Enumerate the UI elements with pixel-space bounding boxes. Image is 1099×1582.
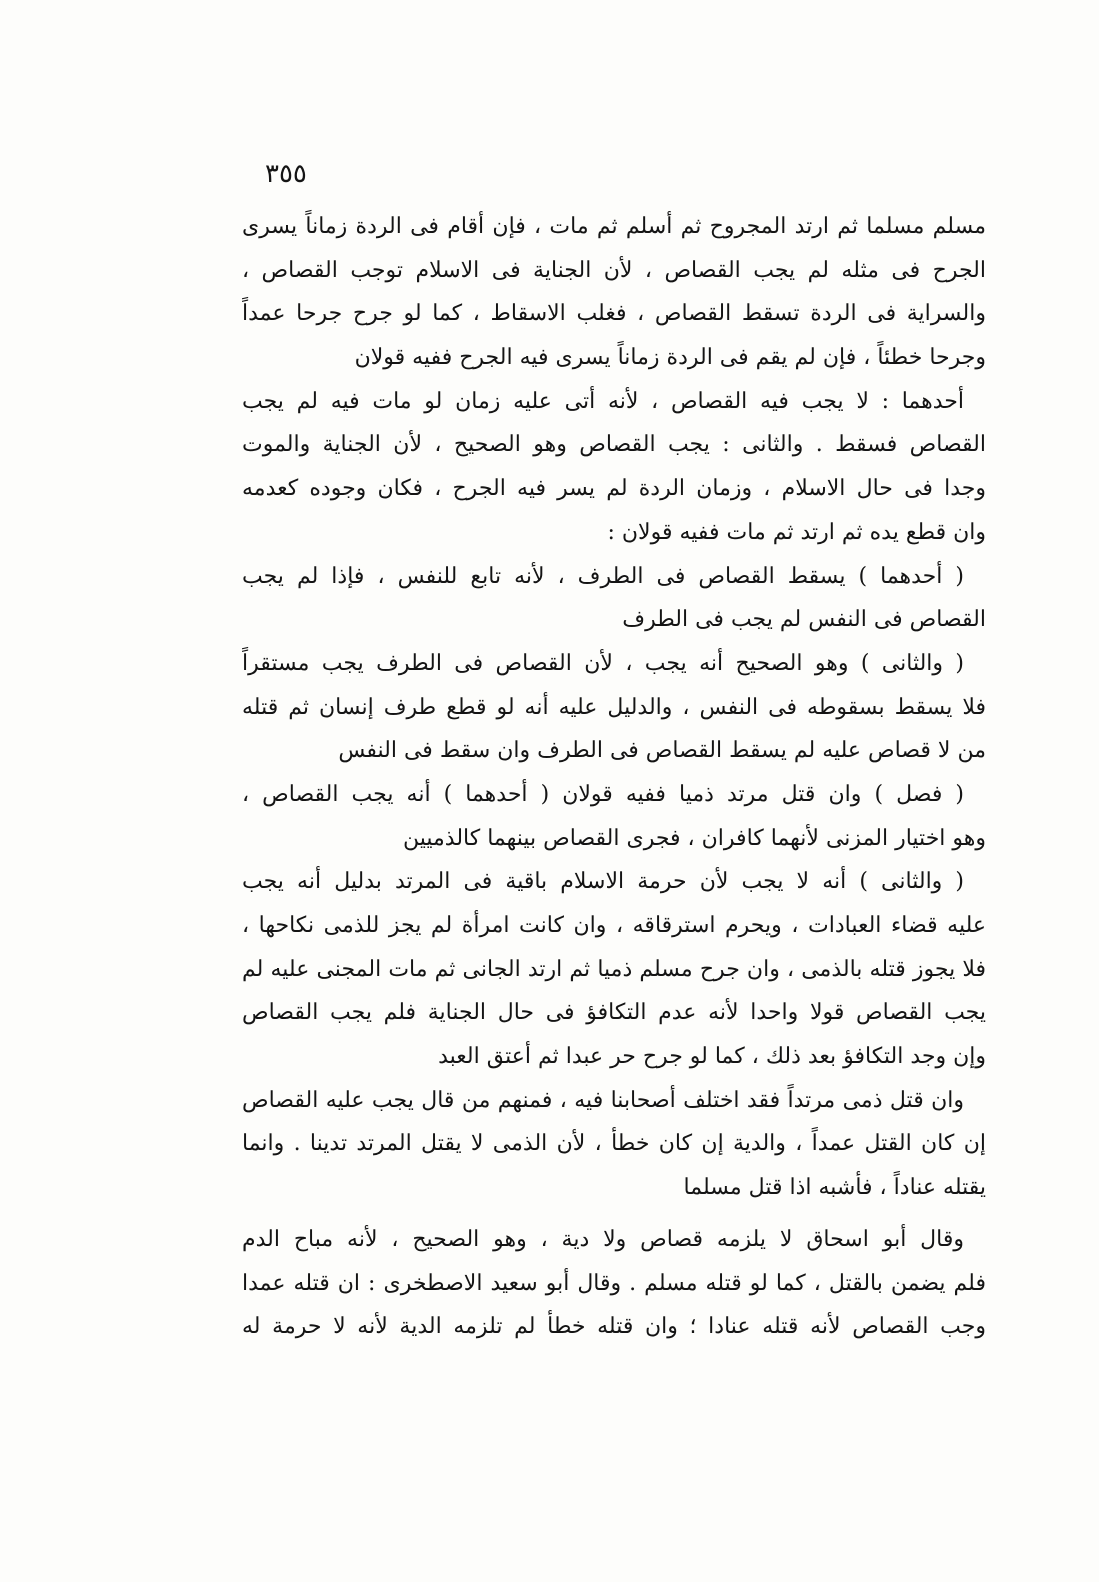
text-line: وإن وجد التكافؤ بعد ذلك ، كما لو جرح حر عبدا ثم أعتق العبد [438,1044,986,1070]
text-line: ( فصل ) وان قتل مرتد ذميا ففيه قولان ( أحدهما ) أنه يجب القصاص ، [242,781,964,807]
text-line: يقتله عناداً ، فأشبه اذا قتل مسلما [683,1175,986,1201]
text-line: ( والثانى ) أنه لا يجب لأن حرمة الاسلام باقية فى المرتد بدليل أنه يجب [242,869,964,895]
body-text [242,205,986,1349]
text-line: فلا يسقط بسقوطه فى النفس ، والدليل عليه أنه لو قطع طرف إنسان ثم قتله [242,694,986,720]
page-number: ٣٥٥ [265,159,307,189]
text-line: ( أحدهما ) يسقط القصاص فى الطرف ، لأنه تابع للنفس ، فإذا لم يجب [242,563,964,589]
text-line: إن كان القتل عمداً ، والدية إن كان خطأ ، لأن الذمى لا يقتل المرتد تدينا . وانما [242,1131,986,1157]
text-line: أحدهما : لا يجب فيه القصاص ، لأنه أتى عليه زمان لو مات فيه لم يجب [242,388,964,414]
text-line: القصاص فى النفس لم يجب فى الطرف [622,607,986,633]
text-line: وان قتل ذمى مرتداً فقد اختلف أصحابنا فيه ، فمنهم من قال يجب عليه القصاص [242,1087,964,1113]
text-line: وان قطع يده ثم ارتد ثم مات ففيه قولان : [607,519,986,545]
text-line: فلا يجوز قتله بالذمى ، وان جرح مسلم ذميا ثم ارتد الجانى ثم مات المجنى عليه لم [242,956,986,982]
text-line: من لا قصاص عليه لم يسقط القصاص فى الطرف وان سقط فى النفس [338,738,986,764]
text-line: فلم يضمن بالقتل ، كما لو قتله مسلم . وقال أبو سعيد الاصطخرى : ان قتله عمدا [242,1270,986,1296]
text-line: وهو اختيار المزنى لأنهما كافران ، فجرى القصاص بينهما كالذميين [402,825,986,851]
text-line: عليه قضاء العبادات ، ويحرم استرقاقه ، وان كانت امرأة لم يجز للذمى نكاحها ، [242,913,986,938]
text-line: يجب القصاص قولا واحدا لأنه عدم التكافؤ فى حال الجناية فلم يجب القصاص [242,1000,986,1026]
text-line: وجرحا خطئاً ، فإن لم يقم فى الردة زماناً يسرى فيه الجرح ففيه قولان [354,345,986,371]
text-line: وجب القصاص لأنه قتله عنادا ؛ وان قتله خطأ لم تلزمه الدية لأنه لا حرمة له [242,1314,986,1340]
text-line: مسلم مسلما ثم ارتد المجروح ثم أسلم ثم مات ، فإن أقام فى الردة زماناً يسرى [242,214,986,239]
text-line: القصاص فسقط . والثانى : يجب القصاص وهو الصحيح ، لأن الجناية والموت [242,432,986,458]
text-line: وجدا فى حال الاسلام ، وزمان الردة لم يسر فيه الجرح ، فكان وجوده كعدمه [242,476,986,502]
text-line: الجرح فى مثله لم يجب القصاص ، لأن الجناية فى الاسلام توجب القصاص ، [242,257,986,283]
text-line: وقال أبو اسحاق لا يلزمه قصاص ولا دية ، وهو الصحيح ، لأنه مباح الدم [242,1226,964,1252]
text-line: والسراية فى الردة تسقط القصاص ، فغلب الاسقاط ، كما لو جرح جرحا عمداً [242,301,986,327]
text-line: ( والثانى ) وهو الصحيح أنه يجب ، لأن القصاص فى الطرف يجب مستقراً [242,650,964,676]
